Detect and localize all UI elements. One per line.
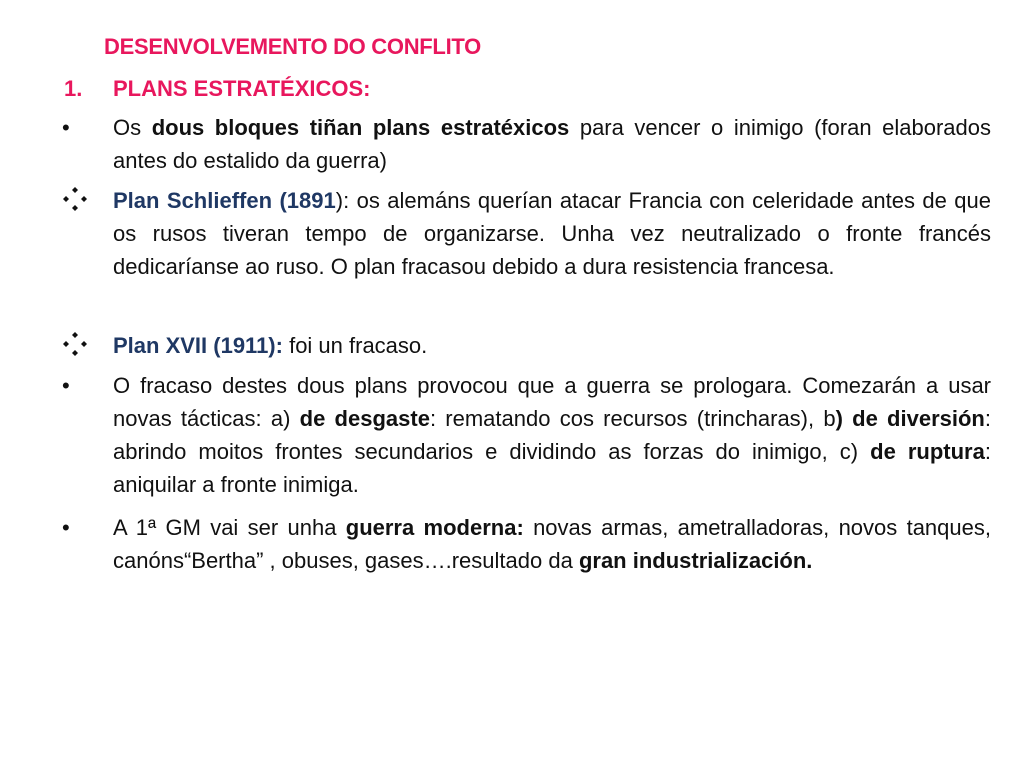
section-title: PLANS ESTRATÉXICOS: [113,76,371,101]
bullet-marker: • [62,115,70,140]
bullet-strategic-plans [113,111,991,177]
plan-schlieffen-text: ): os alemáns querían atacar Francia con celeridade antes de que os rusos tiveran tempo de organizarse. Unha vez neutralizado o fronte francés dedicaríanse ao ruso. O plan fracasou debido a dura resistencia francesa. [113,188,991,279]
plan-schlieffen-name: Plan Schlieffen ( [113,188,287,213]
bullet4-text-1: O fracaso destes dous plans provocou que a guerra se prologara. Comezarán a usar novas tácticas: a) [113,373,991,431]
bullet-marker: • [62,373,70,398]
bullet5-bold-2: gran industrialización. [578,548,813,573]
bullet1-text-2: para vencer o inimigo (foran elaborados antes do estalido da guerra) [113,115,991,173]
tactic-desgaste: de desgaste [299,406,430,431]
plan-xvii-name: Plan XVII (1911): [113,333,283,358]
bullet1-bold-1: dous bloques tiñan plans estratéxicos [151,115,570,140]
bullet-modern-war [113,511,991,577]
bullet4-text-4: : aniquilar a fronte inimiga. [113,439,991,497]
bullet5-text-1: A 1ª GM vai ser unha [113,515,346,540]
bullet-plan-schlieffen [113,184,991,283]
bullet-plan-xvii [113,329,991,362]
bullet4-text-2: : rematando cos recursos (trincharas), b [429,406,836,431]
section-number: 1. [64,76,83,101]
diamond-dots-icon [58,330,92,358]
plan-schlieffen-year: 1891 [286,188,336,213]
bullet4-text-3: : abrindo moitos frontes secundarios e dividindo as forzas do inimigo, c) [113,406,991,464]
bullet-marker: • [62,515,70,540]
bullet5-bold-1: guerra moderna: [345,515,524,540]
tactic-ruptura: de ruptura [870,439,985,464]
plan-xvii-text: foi un fracaso. [282,333,428,358]
diamond-dots-icon [58,185,92,213]
tactic-diversion: ) de diversión [835,406,985,431]
bullet1-text-1: Os [113,115,152,140]
slide-heading: DESENVOLVEMENTO DO CONFLITO [104,34,481,59]
bullet5-text-2: novas armas, ametralladoras, novos tanques, canóns“Bertha” , obuses, gases….resultado da [113,515,991,573]
bullet-new-tactics [113,369,991,501]
